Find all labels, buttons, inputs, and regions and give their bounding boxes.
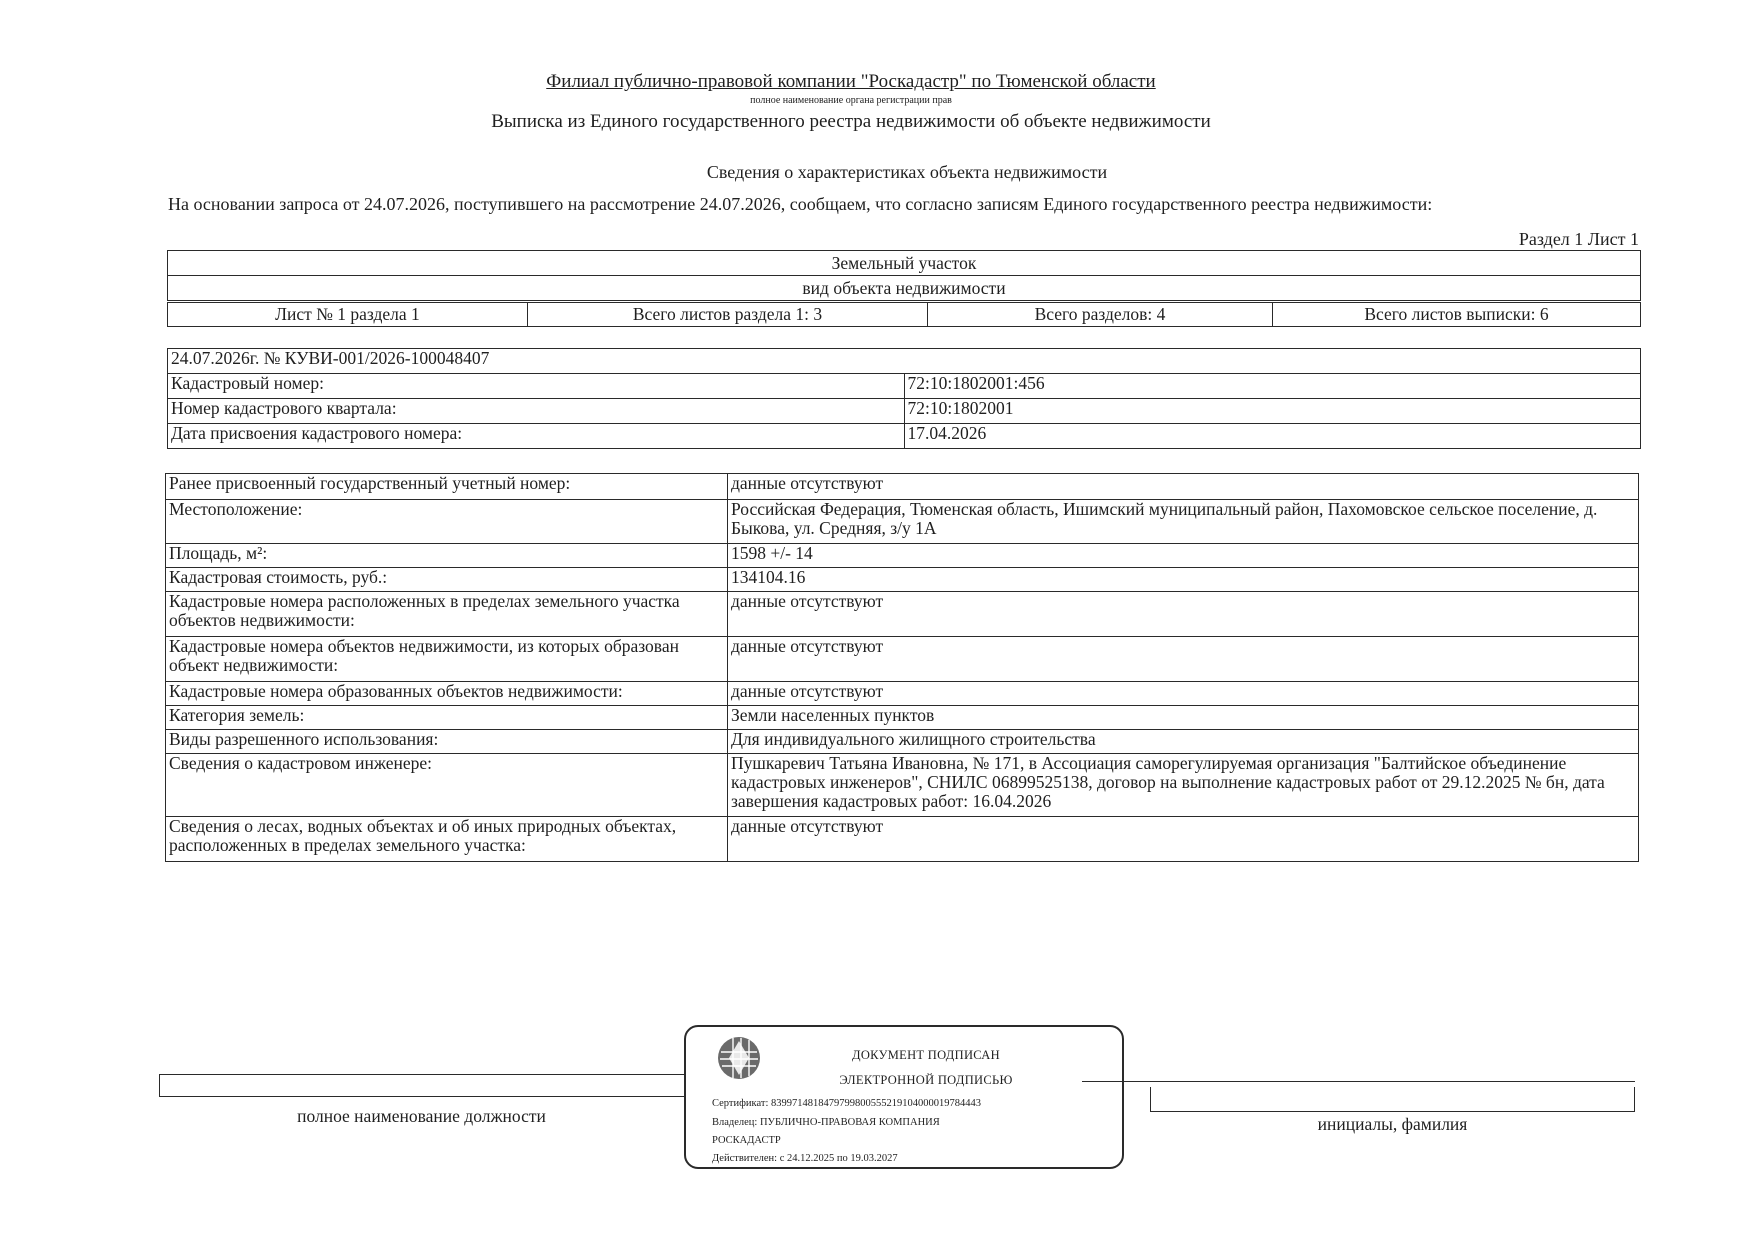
- stamp-heading-line2: ЭЛЕКТРОННОЙ ПОДПИСЬЮ: [839, 1073, 1013, 1087]
- sheets-in-section: Всего листов раздела 1: 3: [528, 303, 928, 327]
- row-value: данные отсутствуют: [728, 592, 1639, 637]
- row-value: 17.04.2026: [904, 424, 1641, 449]
- row-label: Сведения о лесах, водных объектах и об иных природных объектах, расположенных в пределах земельного участка:: [166, 817, 728, 862]
- name-caption: инициалы, фамилия: [1317, 1114, 1468, 1134]
- stamp-owner-name: РОСКАДАСТР: [712, 1135, 781, 1146]
- table-row: [166, 474, 1639, 500]
- row-value: Российская Федерация, Тюменская область, Ишимский муниципальный район, Пахомовское сельское поселение, д. Быкова, ул. Средняя, з/у 1А: [728, 500, 1639, 544]
- table-row: [166, 637, 1639, 682]
- section-subtitle: Сведения о характеристиках объекта недвижимости: [706, 162, 1108, 182]
- row-label: Кадастровые номера расположенных в пределах земельного участка объектов недвижимости:: [166, 592, 728, 637]
- rosreestr-logo-icon: [716, 1035, 762, 1081]
- row-label: Категория земель:: [166, 706, 728, 730]
- organization-name: Филиал публично-правовой компании "Роскадастр" по Тюменской области: [546, 71, 1156, 92]
- row-value: Пушкаревич Татьяна Ивановна, № 171, в Ассоциация саморегулируемая организация "Балтийское объединение кадастровых инженеров", СНИЛС 06899525138, договор на выполнение кадастровых работ от 29.12.2025 № бн, дата завершения кадастровых работ: 16.04.2026: [728, 754, 1639, 817]
- electronic-signature-stamp: [684, 1025, 1124, 1169]
- object-type: Земельный участок: [168, 251, 1641, 276]
- table-row: [168, 424, 1641, 449]
- row-value: 1598 +/- 14: [728, 544, 1639, 568]
- signature-box-divider: [1150, 1087, 1151, 1112]
- row-value: Для индивидуального жилищного строительства: [728, 730, 1639, 754]
- table-row: [168, 399, 1641, 424]
- details-table: [165, 473, 1639, 862]
- table-row: [166, 500, 1639, 544]
- signature-line-name: [1150, 1111, 1635, 1112]
- row-value: 72:10:1802001: [904, 399, 1641, 424]
- row-value: данные отсутствуют: [728, 474, 1639, 500]
- row-value: Земли населенных пунктов: [728, 706, 1639, 730]
- table-row: [166, 706, 1639, 730]
- document-reference: 24.07.2026г. № КУВИ-001/2026-100048407: [168, 349, 1641, 374]
- object-type-note: вид объекта недвижимости: [168, 276, 1641, 301]
- section-sheet-label: Раздел 1 Лист 1: [1518, 229, 1639, 249]
- signature-line-top-left: [159, 1074, 684, 1075]
- row-label: Номер кадастрового квартала:: [168, 399, 905, 424]
- extract-sheets-total: Всего листов выписки: 6: [1273, 303, 1641, 327]
- stamp-certificate: Сертификат: 8399714818479799800555219104000019784443: [712, 1098, 981, 1109]
- table-row: [166, 592, 1639, 637]
- sheet-number: Лист № 1 раздела 1: [168, 303, 528, 327]
- row-label: Дата присвоения кадастрового номера:: [168, 424, 905, 449]
- row-value: данные отсутствуют: [728, 637, 1639, 682]
- row-label: Ранее присвоенный государственный учетный номер:: [166, 474, 728, 500]
- document-title: Выписка из Единого государственного реестра недвижимости об объекте недвижимости: [491, 111, 1211, 132]
- row-label: Кадастровые номера объектов недвижимости, из которых образован объект недвижимости:: [166, 637, 728, 682]
- intro-text: На основании запроса от 24.07.2026, поступившего на рассмотрение 24.07.2026, сообщаем, что согласно записям Единого государственного реестра недвижимости:: [168, 194, 1433, 214]
- table-row: [166, 754, 1639, 817]
- sheets-info-table: [167, 302, 1641, 327]
- position-caption: полное наименование должности: [297, 1106, 546, 1126]
- table-row: [166, 568, 1639, 592]
- row-value: данные отсутствуют: [728, 682, 1639, 706]
- stamp-validity: Действителен: с 24.12.2025 по 19.03.2027: [712, 1153, 898, 1164]
- row-label: Сведения о кадастровом инженере:: [166, 754, 728, 817]
- row-label: Кадастровая стоимость, руб.:: [166, 568, 728, 592]
- table-row: [166, 730, 1639, 754]
- signature-box-edge-left: [159, 1074, 160, 1097]
- main-info-table: [167, 348, 1641, 449]
- sections-total: Всего разделов: 4: [928, 303, 1273, 327]
- stamp-owner: Владелец: ПУБЛИЧНО-ПРАВОВАЯ КОМПАНИЯ: [712, 1117, 940, 1128]
- table-row: [166, 544, 1639, 568]
- row-label: Кадастровые номера образованных объектов недвижимости:: [166, 682, 728, 706]
- signature-line-position: [159, 1096, 684, 1097]
- table-row: [166, 682, 1639, 706]
- row-label: Кадастровый номер:: [168, 374, 905, 399]
- row-value: 134104.16: [728, 568, 1639, 592]
- row-label: Виды разрешенного использования:: [166, 730, 728, 754]
- row-label: Площадь, м²:: [166, 544, 728, 568]
- organization-note: полное наименование органа регистрации прав: [750, 95, 952, 106]
- object-type-table: [167, 250, 1641, 301]
- signature-line-top-right: [1082, 1081, 1635, 1082]
- row-value: 72:10:1802001:456: [904, 374, 1641, 399]
- signature-box-edge-right: [1634, 1087, 1635, 1112]
- stamp-heading-line1: ДОКУМЕНТ ПОДПИСАН: [852, 1048, 1000, 1062]
- row-value: данные отсутствуют: [728, 817, 1639, 862]
- table-row: [168, 374, 1641, 399]
- row-label: Местоположение:: [166, 500, 728, 544]
- table-row: [166, 817, 1639, 862]
